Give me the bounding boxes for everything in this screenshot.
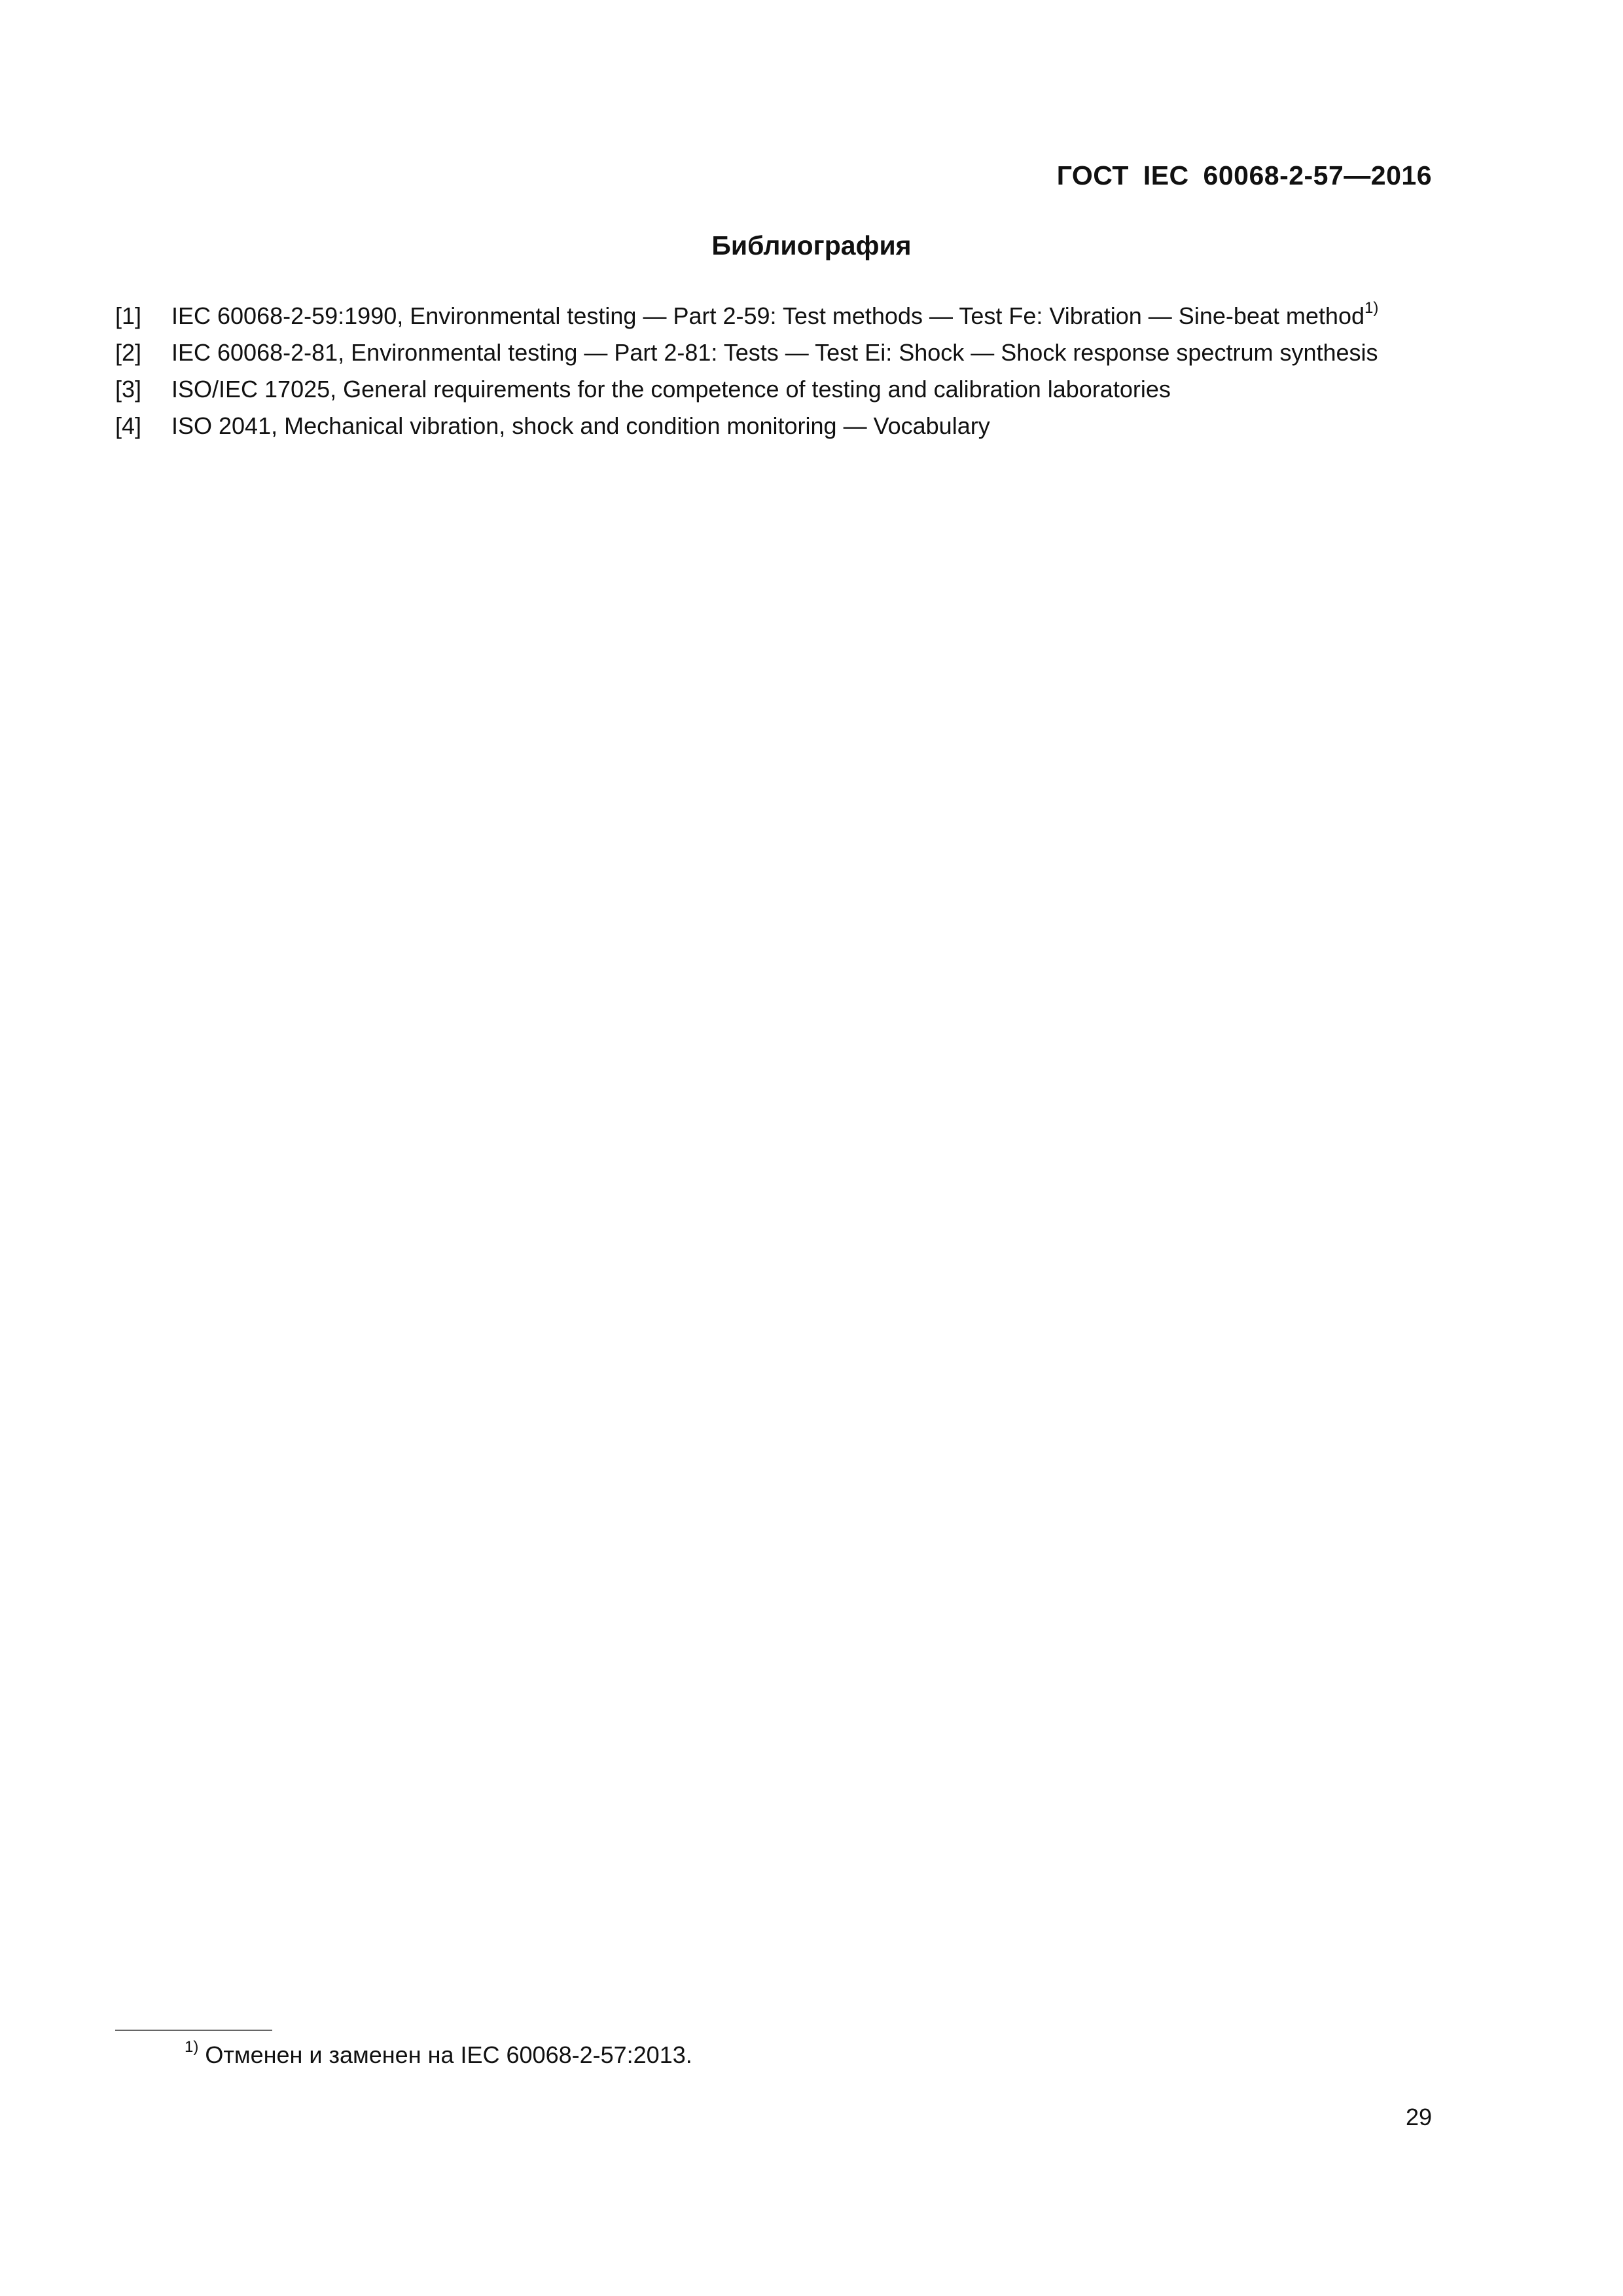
entry-citation: IEC 60068-2-59:1990, Environmental testing — Part 2-59: Test methods — Test Fe: Vibration — Sine-beat method bbox=[171, 302, 1364, 329]
entry-number: [1] bbox=[115, 302, 142, 329]
bibliography-entry-1 bbox=[115, 298, 1431, 334]
entry-citation: IEC 60068-2-81, Environmental testing — Part 2-81: Tests — Test Ei: Shock — Shock response spectrum synthesis bbox=[171, 339, 1378, 366]
entry-text bbox=[171, 298, 1378, 334]
entry-text bbox=[171, 408, 990, 444]
entry-citation: ISO 2041, Mechanical vibration, shock and condition monitoring — Vocabulary bbox=[171, 412, 990, 439]
entry-number: [2] bbox=[115, 339, 142, 366]
footnote bbox=[185, 2037, 692, 2073]
footnote-divider bbox=[115, 2030, 272, 2031]
bibliography-entry-4 bbox=[115, 408, 1431, 444]
footnote-reference: 1) bbox=[1364, 299, 1379, 317]
footnote-marker: 1) bbox=[185, 2038, 199, 2056]
entry-text bbox=[171, 334, 1378, 371]
entry-number: [4] bbox=[115, 412, 142, 439]
section-title: Библиография bbox=[711, 230, 912, 260]
entry-citation: ISO/IEC 17025, General requirements for the competence of testing and calibration laboratories bbox=[171, 376, 1171, 403]
entry-number: [3] bbox=[115, 376, 142, 403]
bibliography-entry-3 bbox=[115, 371, 1431, 408]
bibliography-entry-2 bbox=[115, 334, 1431, 371]
footnote-text: Отменен и заменен на IEC 60068-2-57:2013. bbox=[198, 2041, 692, 2068]
document-code-header: ГОСТ IEC 60068-2-57—2016 bbox=[1056, 160, 1432, 190]
entry-text bbox=[171, 371, 1171, 408]
page-number: 29 bbox=[1405, 2104, 1432, 2130]
bibliography-list bbox=[115, 298, 1431, 444]
